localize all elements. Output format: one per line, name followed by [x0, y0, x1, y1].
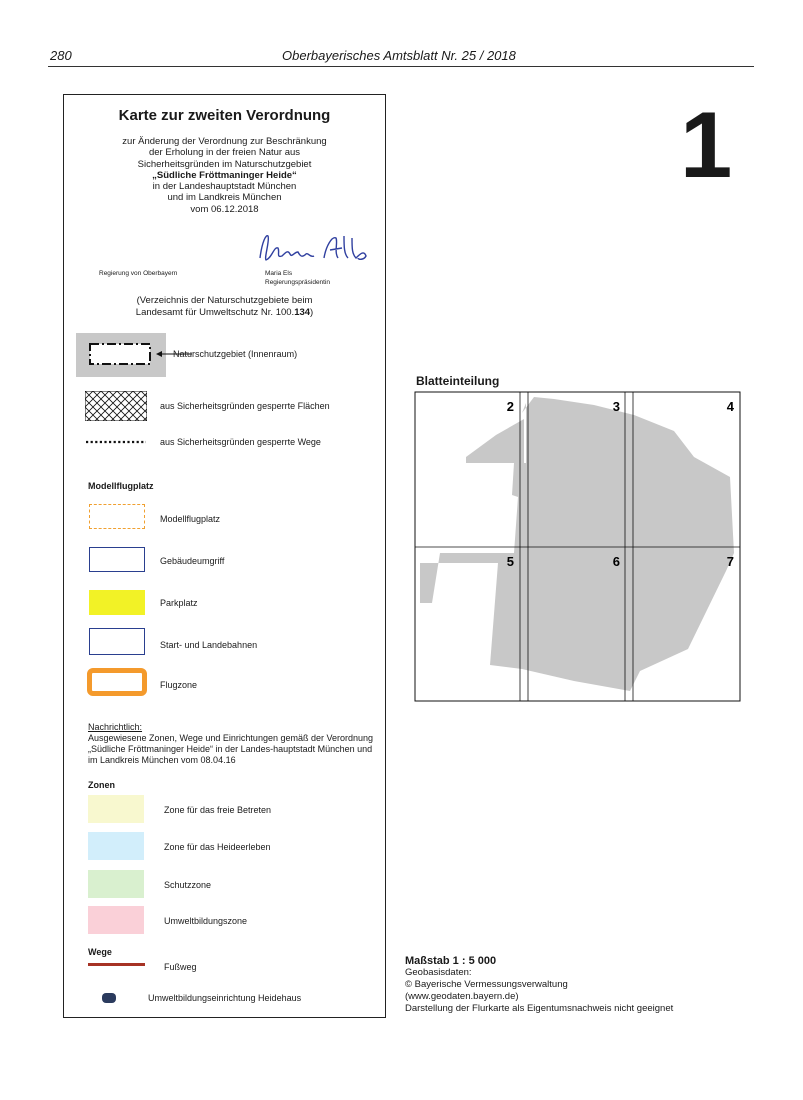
signature-image	[254, 228, 374, 270]
sheet-label-6: 6	[612, 554, 620, 569]
subtitle-line: vom 06.12.2018	[190, 203, 259, 215]
reference-line: Landesamt für Umweltschutz Nr. 100.134)	[135, 306, 314, 318]
footer-line: Geobasisdaten:	[405, 967, 472, 978]
legend-label-restricted-area: aus Sicherheitsgründen gesperrte Flächen	[160, 401, 330, 411]
zone-protection-swatch	[88, 870, 144, 898]
subtitle-line-reserve: „Südliche Fröttmaninger Heide“	[152, 169, 297, 181]
paths-heading: Wege	[88, 947, 112, 957]
signer-title: Regierungspräsidentin	[265, 278, 331, 286]
subtitle-line: Sicherheitsgründen im Naturschutzgebiet	[137, 158, 312, 170]
overview-title: Blatteinteilung	[416, 374, 500, 388]
parking-symbol	[89, 590, 145, 615]
zones-heading: Zonen	[88, 780, 115, 790]
subtitle-line: zur Änderung der Verordnung zur Beschränkung	[122, 136, 327, 147]
heidehaus-icon	[102, 993, 116, 1003]
restricted-path-icon	[85, 439, 147, 445]
flight-zone-symbol	[87, 668, 147, 696]
signer-block	[265, 270, 330, 287]
zone-education-swatch	[88, 906, 144, 934]
legend-label-heidehaus: Umweltbildungseinrichtung Heidehaus	[148, 993, 302, 1003]
subtitle-line: und im Landkreis München	[167, 192, 282, 204]
runway-symbol	[89, 628, 145, 655]
legend-label-airfield: Modellflugplatz	[160, 514, 221, 524]
airfield-symbol	[89, 504, 145, 529]
note-block	[88, 722, 378, 766]
overview-grid	[414, 391, 742, 703]
sheet-label-3: 3	[612, 399, 620, 414]
subtitle-line: der Erholung in der freien Natur aus	[148, 147, 301, 159]
legend-label-zone-heath: Zone für das Heideerleben	[164, 842, 271, 852]
legend-label-zone-free: Zone für das freie Betreten	[164, 805, 272, 815]
reference-line: (Verzeichnis der Naturschutzgebiete beim	[136, 295, 313, 306]
legend-subtitle	[64, 136, 385, 215]
nature-reserve-boundary-icon	[76, 333, 166, 377]
footpath-symbol	[88, 963, 145, 966]
sheet-label-4: 4	[726, 399, 734, 414]
reference-text	[64, 295, 385, 318]
note-heading: Nachrichtlich:	[88, 722, 143, 732]
sheet-number: 1	[680, 92, 733, 197]
restricted-area-icon	[85, 391, 147, 421]
legend-label-reserve: Naturschutzgebiet (Innenraum)	[173, 349, 298, 359]
legend-label-building: Gebäudeumgriff	[160, 556, 225, 566]
page-number: 280	[50, 48, 72, 63]
zone-free-access-swatch	[88, 795, 144, 823]
legend-label-footpath: Fußweg	[164, 962, 197, 972]
map-footer	[405, 955, 673, 1015]
authority-name: Regierung von Oberbayern	[99, 270, 178, 277]
legend-box	[63, 94, 386, 1018]
legend-label-runway: Start- und Landebahnen	[160, 640, 258, 650]
zone-heath-swatch	[88, 832, 144, 860]
overview-area-shape	[420, 397, 734, 691]
scale-text: Maßstab 1 : 5 000	[405, 955, 497, 967]
building-perimeter-symbol	[89, 547, 145, 572]
overview-area-upper-left	[466, 419, 524, 463]
header-rule	[48, 66, 754, 67]
sheet-label-7: 7	[726, 554, 734, 569]
legend-label-flight-zone: Flugzone	[160, 680, 198, 690]
legend-title: Karte zur zweiten Verordnung	[118, 107, 331, 124]
legend-label-restricted-path: aus Sicherheitsgründen gesperrte Wege	[160, 437, 321, 447]
footer-line: Darstellung der Flurkarte als Eigentumsnachweis nicht geeignet	[405, 1003, 674, 1014]
legend-label-zone-education: Umweltbildungszone	[164, 916, 248, 926]
footer-line: © Bayerische Vermessungsverwaltung	[405, 979, 568, 990]
subtitle-line: in der Landeshauptstadt München	[152, 181, 297, 193]
footer-line: (www.geodaten.bayern.de)	[405, 991, 519, 1002]
legend-label-zone-protection: Schutzzone	[164, 880, 212, 890]
signer-name: Maria Els	[265, 270, 293, 277]
note-text: Ausgewiesene Zonen, Wege und Einrichtungen gemäß der Verordnung „Südliche Fröttmaninger Heide“ in der Landes-hauptstadt München und im Landkreis München vom 08.04.16	[88, 733, 374, 765]
sheet-label-2: 2	[506, 399, 514, 414]
sheet-label-5: 5	[506, 554, 514, 569]
modellflug-heading: Modellflugplatz	[88, 481, 154, 491]
nature-reserve-symbol	[76, 333, 166, 377]
publication-title: Oberbayerisches Amtsblatt Nr. 25 / 2018	[282, 48, 516, 63]
legend-label-parking: Parkplatz	[160, 598, 198, 608]
reference-number: 134	[294, 306, 311, 318]
